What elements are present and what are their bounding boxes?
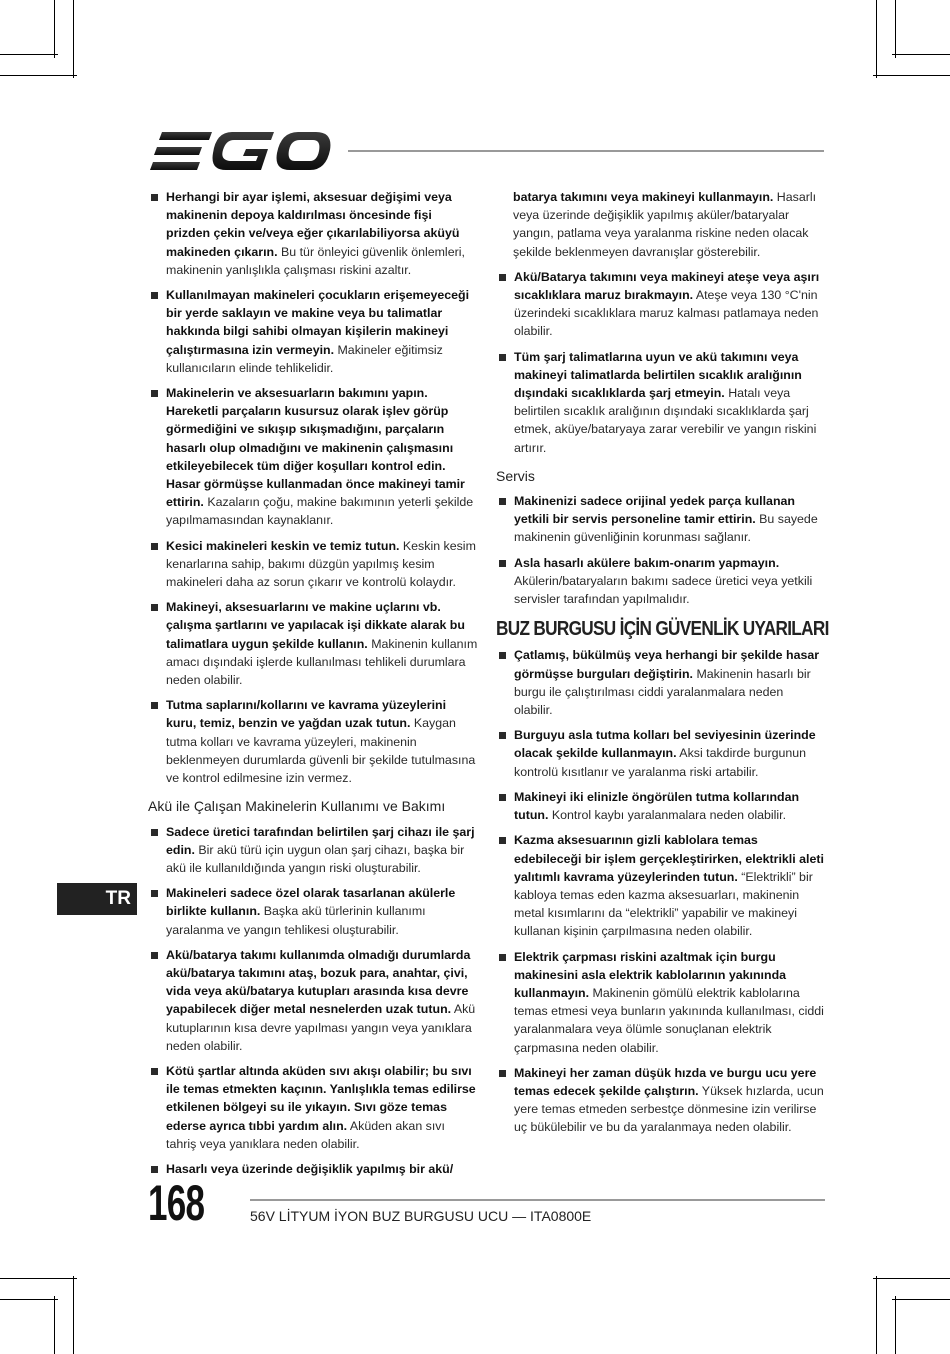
crop-mark bbox=[73, 0, 74, 78]
item-lead: Kullanılmayan makineleri çocukların erişemeyeceği bir yerde saklayın ve makine veya bu talimatlar hakkında bilgi sahibi olmayan kişilerin makineyi çalıştırmasına izin vermeyin. bbox=[166, 288, 470, 357]
header-rule bbox=[348, 150, 824, 152]
bullet-icon bbox=[151, 829, 158, 836]
list-item bbox=[148, 537, 478, 592]
list-item bbox=[148, 696, 478, 787]
subheading-service: Servis bbox=[496, 467, 535, 484]
item-text: Aküden akan sıvı tahriş veya yanıklara neden olabilir. bbox=[166, 1118, 445, 1151]
crop-mark bbox=[873, 75, 950, 76]
item-lead: Akü/batarya takımı kullanımda olmadığı durumlarda akü/batarya takımını ataş, bozuk para, anahtar, çivi, vida veya akü/batarya kutupları arasında kısa devre yapabilecek diğer metal nesnelerden uzak tutun. bbox=[166, 947, 471, 1017]
list-item bbox=[148, 884, 478, 939]
list-item bbox=[148, 598, 478, 689]
item-lead: Makineyi, aksesuarlarını ve makine uçlarını vb. çalışma şartlarını ve yapılacak işi dikkate alarak bu talimatlara uygun şekilde kullanın. bbox=[166, 600, 465, 651]
crop-mark bbox=[73, 1276, 74, 1354]
list-item bbox=[496, 831, 824, 940]
right-items-c bbox=[496, 646, 824, 1136]
item-text: “Elektrikli” bir kabloya temas eden kazma aksesuarları, makinenin metal kısımlarını da “elektrikli” yapabilir ve makineyi kullanan kişinin çarpılmasına neden olabilir. bbox=[514, 869, 813, 939]
item-text: Ateşe veya 130 °C'nin üzerindeki sıcaklıklara maruz kalması patlamaya neden olabilir. bbox=[514, 288, 819, 339]
item-lead: Tutma saplarını/kollarını ve kavrama yüzeylerini kuru, temiz, benzin ve yağdan uzak tutun. bbox=[166, 698, 447, 731]
bullet-icon bbox=[499, 354, 506, 361]
item-text: Yüksek hızlarda, ucun yere temas etmeden serbestçe dönmesine izin verilirse uç bükülebilir ve bu da yaralanmaya neden olabilir. bbox=[514, 1083, 824, 1135]
crop-mark bbox=[54, 1296, 55, 1354]
bullet-icon bbox=[499, 837, 506, 844]
item-text: Makinenin gömülü elektrik kablolarına temas etmesi veya bunların yakınında kullanılması, ciddi yaralanmalara veya ölümle sonuçlanan elektrik çarpmasına neden olabilir. bbox=[514, 985, 824, 1055]
section-title: BUZ BURGUSU İÇİN GÜVENLİK UYARILARI bbox=[496, 618, 829, 641]
item-text: Kaygan tutma kolları ve kavrama yüzeyleri, makinenin beklenmeyen durumlarda güvenli bir şekilde tutulmasına ve kontrol edilmesine izin vermez. bbox=[166, 716, 476, 786]
item-lead: Makineyi iki elinizle öngörülen tutma kollarından tutun. bbox=[514, 789, 800, 823]
list-item bbox=[496, 492, 824, 547]
item-lead: Makinenizi sadece orijinal yedek parça kullanan yetkili bir servis personeline tamir ettirin. bbox=[514, 494, 795, 527]
right-items-b bbox=[496, 492, 824, 608]
item-lead: Makineyi her zaman düşük hızda ve burgu ucu yere temas edecek şekilde çalıştırın. bbox=[514, 1065, 817, 1098]
list-item bbox=[496, 348, 824, 457]
crop-mark bbox=[0, 1299, 58, 1300]
language-tab: TR bbox=[57, 883, 137, 915]
bullet-icon bbox=[151, 390, 158, 397]
item-lead: Kesici makineleri keskin ve temiz tutun. bbox=[166, 538, 400, 553]
item-text: Makinenin kullanım amacı dışındaki işlerde kullanılması tehlikeli durumlara neden olabilir. bbox=[166, 636, 478, 688]
item-text: Akülerin/bataryaların bakımı sadece üretici veya yetkili servisler tarafından yapılmalıdır. bbox=[514, 573, 813, 607]
list-item-continuation bbox=[496, 188, 824, 261]
list-item bbox=[496, 788, 824, 824]
footer-text: 56V LİTYUM İYON BUZ BURGUSU UCU — ITA0800E bbox=[250, 1208, 592, 1224]
list-item bbox=[496, 646, 824, 719]
bullet-icon bbox=[151, 292, 158, 299]
item-text: Makineler eğitimsiz kullanıcıların elinde tehlikelidir. bbox=[166, 342, 443, 375]
bullet-icon bbox=[499, 1070, 506, 1077]
list-item bbox=[148, 188, 478, 279]
list-item bbox=[148, 1062, 478, 1153]
list-item bbox=[496, 554, 824, 609]
ego-logo bbox=[150, 128, 332, 174]
list-item bbox=[148, 286, 478, 377]
left-items-a bbox=[148, 188, 478, 787]
item-lead: Hasarlı veya üzerinde değişiklik yapılmış bir akü/ bbox=[166, 1161, 454, 1176]
bullet-icon bbox=[151, 952, 158, 959]
item-lead: Makinelerin ve aksesuarların bakımını yapın. Hareketli parçaların kusursuz olarak işlev görüp görmediğini ve sıkışıp sıkışmadığını, parçaların hasarlı olup olmadığını ve makinenin çalışmasını etkileyebilecek tüm diğer koşulları kontrol edin. Hasar görmüşse kullanmadan önce makineyi tamir ettirin. bbox=[166, 386, 465, 510]
crop-mark bbox=[876, 0, 877, 78]
bullet-icon bbox=[499, 732, 506, 739]
list-item bbox=[496, 948, 824, 1057]
item-lead: Tüm şarj talimatlarına uyun ve akü takımını veya makineyi talimatlarda belirtilen sıcaklık aralığının dışındaki sıcaklıklarda şarj etmeyin. bbox=[514, 349, 802, 401]
crop-mark bbox=[54, 0, 55, 58]
bullet-icon bbox=[151, 890, 158, 897]
bullet-icon bbox=[499, 274, 506, 281]
item-text: Makinenin hasarlı bir burgu ile çalıştırılması ciddi yaralanmalara neden olabilir. bbox=[514, 666, 811, 718]
crop-mark bbox=[0, 1278, 77, 1279]
item-lead: Kazma aksesuarının gizli kablolara temas edebileceği bir işlem gerçekleştirirken, elektrikli aleti yalıtımlı kavrama yüzeylerinden tutun. bbox=[514, 833, 824, 884]
crop-mark bbox=[0, 54, 58, 55]
left-items-b bbox=[148, 823, 478, 1179]
item-text: Başka akü türlerinin kullanımı yaralanma ve yangın tehlikesi oluşturabilir. bbox=[166, 904, 426, 937]
item-text: Akü kutuplarının kısa devre yapılması yangın veya yanıklara neden olabilir. bbox=[166, 1002, 476, 1053]
item-text: Hasarlı veya üzerinde değişiklik yapılmış aküler/bataryalar yangın, patlama veya yaralanma riskine neden olacak şekilde beklenmeyen davranışlar gösterebilir. bbox=[513, 190, 817, 259]
bullet-icon bbox=[151, 194, 158, 201]
crop-mark bbox=[892, 1299, 950, 1300]
crop-mark bbox=[895, 0, 896, 58]
item-lead: Çatlamış, bükülmüş veya herhangi bir şekilde hasar görmüşse burguları değiştirin. bbox=[514, 648, 820, 681]
bullet-icon bbox=[499, 794, 506, 801]
list-item bbox=[148, 384, 478, 530]
bullet-icon bbox=[151, 604, 158, 611]
bullet-icon bbox=[151, 543, 158, 550]
list-item bbox=[496, 1064, 824, 1137]
list-item bbox=[496, 726, 824, 781]
subheading-battery-tools: Akü ile Çalışan Makinelerin Kullanımı ve Bakımı bbox=[148, 798, 446, 815]
item-text: Bir akü türü için uygun olan şarj cihazı, başka bir akü ile kullanıldığında yangın riski oluşturabilir. bbox=[166, 842, 465, 875]
list-item bbox=[148, 823, 478, 878]
bullet-icon bbox=[499, 498, 506, 505]
crop-mark bbox=[0, 75, 77, 76]
right-column bbox=[496, 188, 829, 1144]
item-text: Keskin kesim kenarlarına sahip, bakımı düzgün yapılmış kesim makineleri daha az sorun çıkarır ve kontrolü kolaydır. bbox=[166, 538, 476, 590]
right-items-a bbox=[496, 268, 824, 457]
item-lead: Akü/Batarya takımını veya makineyi ateşe veya aşırı sıcaklıklara maruz bırakmayın. bbox=[514, 269, 820, 303]
bullet-icon bbox=[151, 702, 158, 709]
item-lead: batarya takımını veya makineyi kullanmayın. bbox=[513, 190, 774, 204]
footer-rule bbox=[250, 1199, 825, 1201]
item-text: Hatalı veya belirtilen sıcaklık aralığının dışındaki sıcaklıklarda şarj etmek, aküye/bataryaya zarar verebilir ve yangın riskini artırır. bbox=[514, 386, 817, 455]
bullet-icon bbox=[151, 1068, 158, 1075]
item-lead: Asla hasarlı akülere bakım-onarım yapmayın. bbox=[514, 555, 780, 570]
item-lead: Elektrik çarpması riskini azaltmak için burgu makinesini asla elektrik kablolarının yakınında kullanmayın. bbox=[514, 949, 787, 1000]
list-item bbox=[148, 946, 478, 1055]
bullet-icon bbox=[151, 1166, 158, 1173]
list-item bbox=[496, 268, 824, 341]
crop-mark bbox=[892, 54, 950, 55]
bullet-icon bbox=[499, 560, 506, 567]
bullet-icon bbox=[499, 652, 506, 659]
item-text: Aksi takdirde burgunun kontrolü kısıtlanır ve yaralanma riski artabilir. bbox=[514, 746, 807, 779]
item-lead: Kötü şartlar altında aküden sıvı akışı olabilir; bu sıvı ile temas etmekten kaçının. Yanlışlıkla temas edilirse etkilenen bölgeyi su ile yıkayın. Sıvı göze temas ederse ayrıca tıbbi yardım alın. bbox=[166, 1063, 476, 1133]
item-lead: Burguyu asla tutma kolları bel seviyesinin üzerinde olacak şekilde kullanmayın. bbox=[514, 728, 816, 761]
item-lead: Sadece üretici tarafından belirtilen şarj cihazı ile şarj edin. bbox=[166, 824, 475, 857]
item-text: Kazaların çoğu, makine bakımının yeterli şekilde yapılmamasından kaynaklanır. bbox=[166, 495, 474, 528]
item-text: Bu sayede makinenin güvenliğinin korunması sağlanır. bbox=[514, 512, 818, 545]
item-lead: Makineleri sadece özel olarak tasarlanan akülerle birlikte kullanın. bbox=[166, 886, 456, 919]
crop-mark bbox=[873, 1278, 950, 1279]
page-number: 168 bbox=[148, 1175, 205, 1231]
item-text: Kontrol kaybı yaralanmalara neden olabilir. bbox=[548, 808, 787, 823]
bullet-icon bbox=[499, 954, 506, 961]
item-lead: Herhangi bir ayar işlemi, aksesuar değişimi veya makinenin depoya kaldırılması öncesinde fişi prizden çekin ve/veya eğer çıkarılabiliyorsa aküyü makineden çıkarın. bbox=[166, 190, 460, 259]
crop-mark bbox=[895, 1296, 896, 1354]
crop-mark bbox=[876, 1276, 877, 1354]
left-column bbox=[148, 188, 478, 1185]
item-text: Bu tür önleyici güvenlik önlemleri, makinenin yanlışlıkla çalışması riskini azaltır. bbox=[166, 244, 465, 277]
